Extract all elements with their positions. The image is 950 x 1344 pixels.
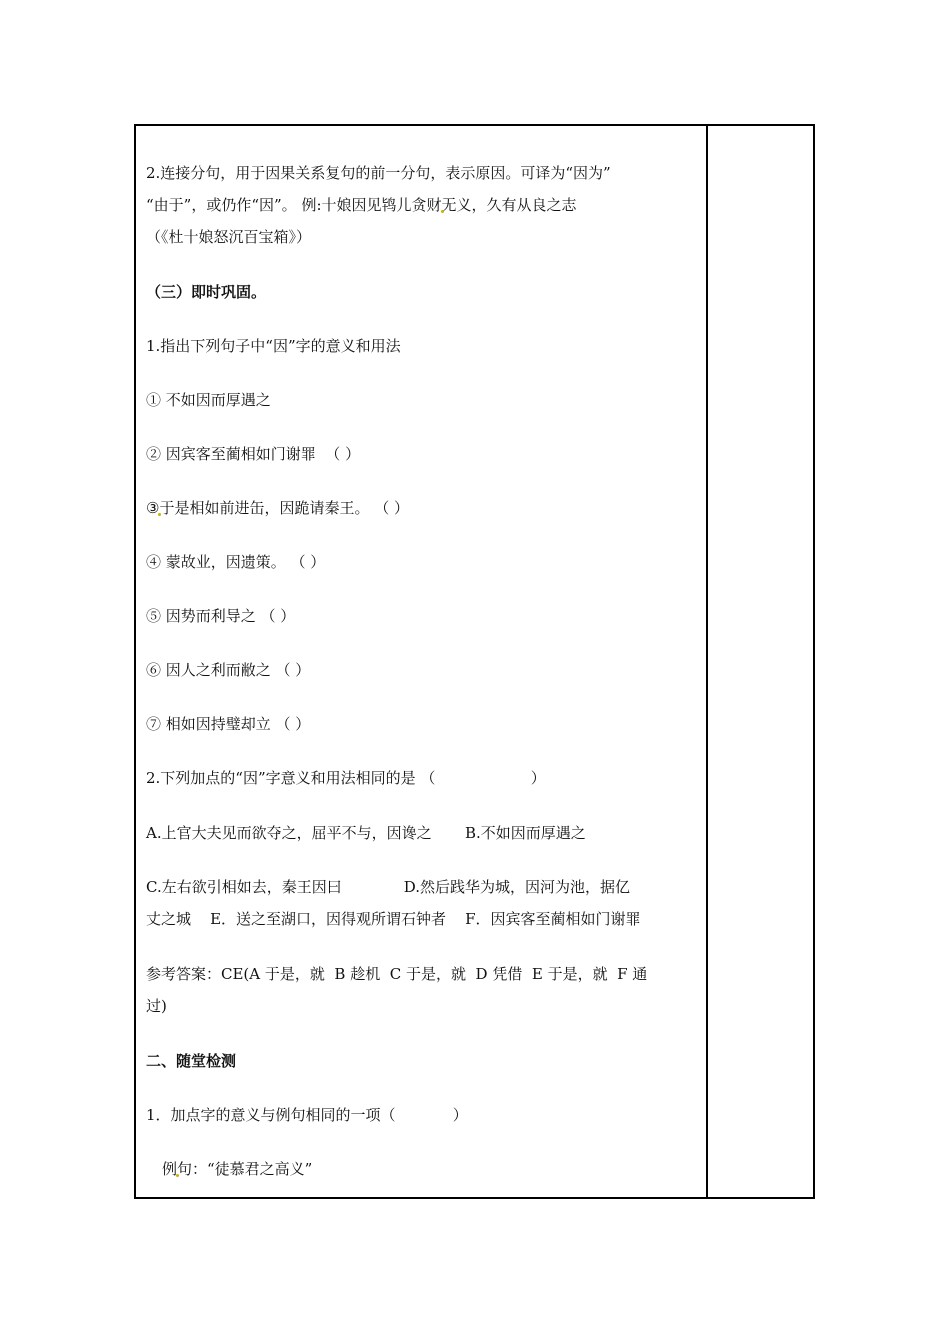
section-heading: 二、随堂检测 [146, 1052, 237, 1070]
question-item: ④ 蒙故业，因遗策。 （ ） [146, 553, 326, 571]
question-title: 2.下列加点的“因”字意义和用法相同的是 （ ） [146, 769, 546, 787]
section-heading: （三）即时巩固。 [146, 283, 267, 301]
question-item: ⑤ 因势而利导之 （ ） [146, 607, 296, 625]
option-line: A.上官大夫见而欲夺之，屈平不与，因谗之 B.不如因而厚遇之 [146, 824, 586, 842]
question-item: ⑥ 因人之利而敝之 （ ） [146, 661, 311, 679]
question-title: 1.指出下列句子中“因”字的意义和用法 [146, 337, 401, 355]
option-line: 丈之城 E．送之至湖口，因得观所谓石钟者 F．因宾客至蔺相如门谢罪 [146, 910, 641, 928]
lesson-table [134, 124, 815, 1199]
question-item: ⑦ 相如因持璧却立 （ ） [146, 715, 311, 733]
question-item: ③于是相如前进缶，因跪请秦王。 （ ） [146, 499, 409, 517]
question-title: 1．加点字的意义与例句相同的一项（ ） [146, 1106, 468, 1124]
column-divider [706, 126, 708, 1197]
question-item: ① 不如因而厚遇之 [146, 391, 271, 409]
text-line: （《杜十娘怒沉百宝箱》） [146, 228, 312, 246]
answer-line: 参考答案：CE(A 于是，就 B 趁机 C 于是，就 D 凭借 E 于是，就 F 通 [146, 965, 648, 983]
text-line: 2.连接分句，用于因果关系复句的前一分句，表示原因。可译为“因为” [146, 164, 611, 182]
example-line: 例句：“徒慕君之高义” [162, 1160, 313, 1178]
option-line: C.左右欲引相如去，秦王因曰 D.然后践华为城，因河为池，据亿 [146, 878, 630, 896]
answer-line: 过) [146, 997, 167, 1015]
text-line: “由于”，或仍作“因”。 例:十娘因见鸨儿贪财无义，久有从良之志 [146, 196, 577, 214]
question-item: ② 因宾客至蔺相如门谢罪 （ ） [146, 445, 361, 463]
